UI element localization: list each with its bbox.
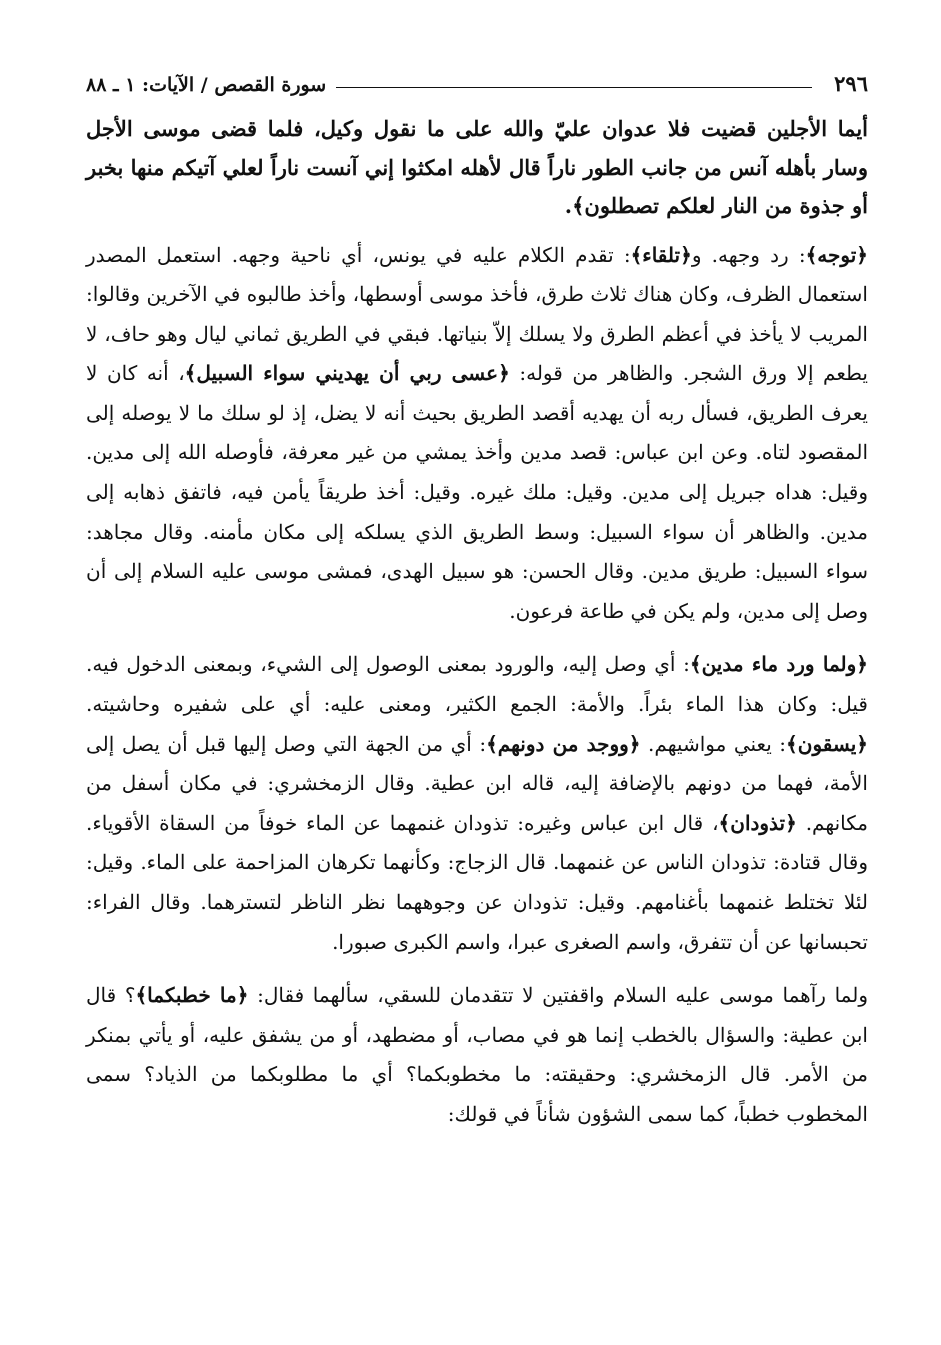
quran-quote: ﴿توجه﴾ <box>805 242 868 267</box>
quran-quote: ﴿يسقون﴾ <box>786 731 869 756</box>
commentary-text: ، أنه كان لا يعرف الطريق، فسأل ربه أن يهديه أقصد الطريق بحيث أنه لا يضل، إذ لو سلك ما لا يوصله إلى المقصود لتاه. وعن ابن عباس: قصد مدين وأخذ يمشي من غير معرفة، فأوصله الله إلى مدين. وقيل: هداه جبريل إلى مدين. وقيل: ملك غيره. وقيل: أخذ طريقاً يأمن فيه، فاتفق ذهابه إلى مدين. والظاهر أن سواء السبيل: وسط الطريق الذي يسلكه إلى مكان مأمنه. وقال مجاهد: سواء السبيل: طريق مدين. وقال الحسن: هو سبيل الهدى، فمشى موسى عليه السلام إلى أن وصل إلى مدين، ولم يكن في طاعة فرعون. <box>86 361 868 623</box>
quran-quote: ﴿تلقاء﴾ <box>630 242 692 267</box>
commentary-paragraph <box>86 976 868 1134</box>
commentary-paragraph <box>86 236 868 632</box>
commentary <box>86 236 868 1135</box>
quran-quote: ﴿ما خطبكما﴾ <box>135 983 249 1008</box>
document-page <box>86 62 868 1149</box>
commentary-text: : أي وصل إليه، والورود بمعنى الوصول إلى الشيء، وبمعنى الدخول فيه. قيل: وكان هذا الماء بئراً. والأمة: الجمع الكثير، ومعنى عليه: أي على شفيره وحاشيته. <box>86 652 868 717</box>
surah-title: سورة القصص / الآيات: ١ ـ ٨٨ <box>86 74 327 96</box>
commentary-text: : رد وجهه. و <box>691 242 806 267</box>
commentary-text: : أي من الجهة التي وصل إليها قبل أن يصل إلى الأمة، فهما من دونهم بالإضافة إليه، قاله ابن عطية. وقال الزمخشري: في مكان أسفل من مكانهم. <box>86 731 869 835</box>
quran-quote: ﴿عسى ربي أن يهديني سواء السبيل﴾ <box>184 361 510 386</box>
commentary-text: : يعني مواشيهم. <box>640 731 787 756</box>
header-rule <box>336 87 812 88</box>
page-number: ٢٩٦ <box>834 71 868 96</box>
commentary-text: ولما رآهما موسى عليه السلام واقفتين لا تتقدمان للسقي، سألهما فقال: <box>248 983 868 1008</box>
quran-quote: ﴿تذودان﴾ <box>718 810 797 835</box>
quran-quote: ﴿ووجد من دونهم﴾ <box>486 731 641 756</box>
verse-text: أيما الأجلين قضيت فلا عدوان عليّ والله على ما نقول وكيل، فلما قضى موسى الأجل وسار بأهله آنس من جانب الطور ناراً قال لأهله امكثوا إني آنست ناراً لعلي آتيكم منها بخبر أو جذوة من النار لعلكم تصطلون﴾. <box>86 116 868 218</box>
running-header <box>86 62 868 96</box>
commentary-text: ؟ قال ابن عطية: والسؤال بالخطب إنما هو في مصاب، أو مضطهد، أو من يشفق عليه، أو يأتي بمنكر من الأمر. قال الزمخشري: وحقيقته: ما مخطوبكما؟ أي ما مطلوبكما من الذياد؟ سمى المخطوب خطباً، كما سمى الشؤون شأناً في قولك: <box>86 983 868 1126</box>
quran-quote: ﴿ولما ورد ماء مدين﴾ <box>689 652 868 677</box>
commentary-text: ، قال ابن عباس وغيره: تذودان غنمهما عن الماء خوفاً من السقاة الأقوياء. وقال قتادة: تذودان الناس عن غنمهما. قال الزجاج: وكأنهما تكرهان المزاحمة على الماء. وقيل: لئلا تختلط غنمهما بأغنامهم. وقيل: تذودان عن وجوههما نظر الناظر لتسترهما. وقال الفراء: تحبسانها عن أن تتفرق، واسم الصغرى عبرا، واسم الكبرى صبورا. <box>86 810 868 954</box>
commentary-text: : تقدم الكلام عليه في يونس، أي ناحية وجهه. استعمل المصدر استعمال الظرف، وكان هناك ثلاث طرق، فأخذ موسى أوسطها، وأخذ طالبوه في الآخرين وقالوا: المريب لا يأخذ في أعظم الطرق ولا يسلك إلاّ بنياتها. فبقي في الطريق ثماني ليال وهو حاف، لا يطعم إلا ورق الشجر. والظاهر من قوله: <box>86 242 868 386</box>
commentary-paragraph <box>86 645 868 962</box>
